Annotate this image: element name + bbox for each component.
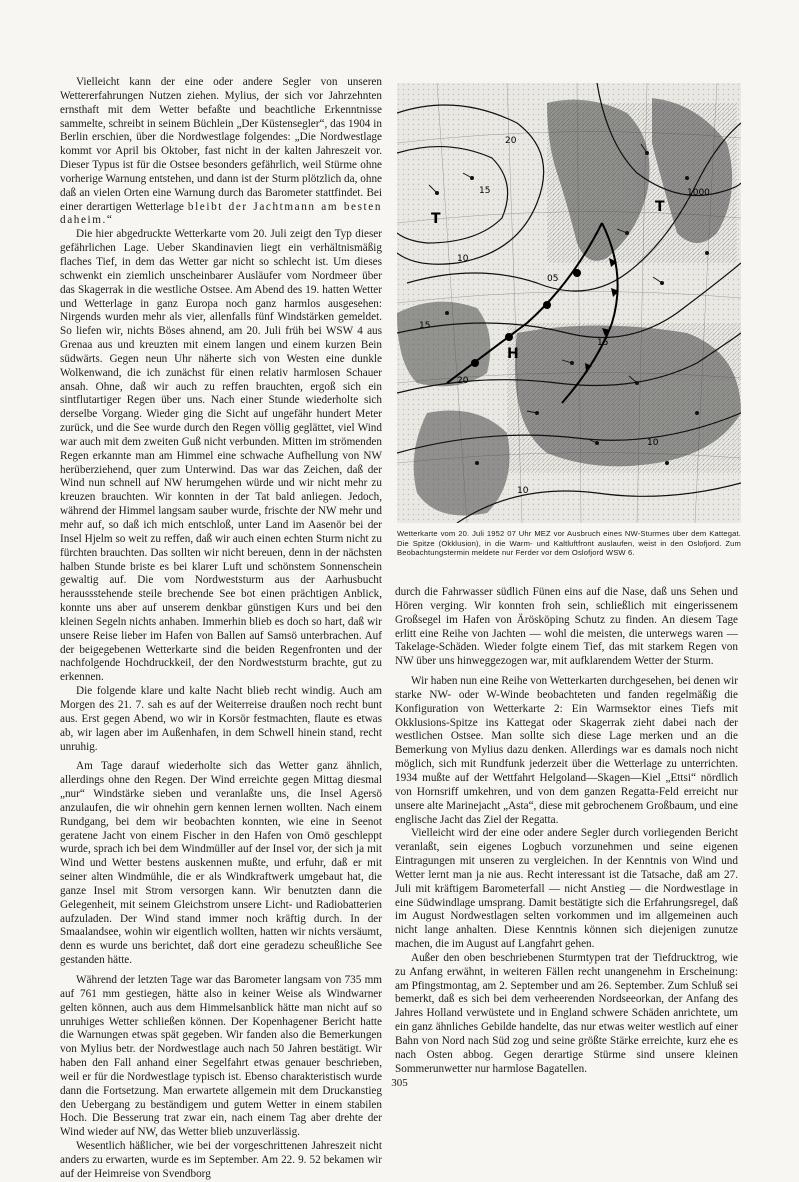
isobar-label: 10 — [647, 438, 659, 448]
svg-text:T: T — [431, 211, 441, 227]
paragraph: Die folgende klare und kalte Nacht blieb recht windig. Auch am Morgen des 21. 7. sah es auf der Weiterreise draußen noch recht bunt aus. Erst gegen Abend, wo wir in Korsör festmachten, flaute es etwas ab, wir lagen aber im Außenhafen, in dem Schwell hinein stand, recht unruhig. — [60, 685, 382, 753]
isobar-label: 20 — [505, 136, 517, 146]
isobar-label: 20 — [457, 376, 469, 386]
svg-text:T: T — [655, 199, 665, 215]
isobar-label: 15 — [479, 186, 491, 196]
article-left-column — [60, 76, 382, 1182]
paragraph: Wir haben nun eine Reihe von Wetterkarten durchgesehen, bei denen wir starke NW- oder W-Winde beobachteten und fanden regelmäßig die Konfiguration von Wetterkarte 2: Ein Warmsektor eines Tiefs mit Okklusions-Spitze ins Kattegat oder Skagerrak zieht dabei nach der westlichen Ostsee. Man sollte sich diese Lage merken und an die Bemerkung von Mylius dazu denken. Allerdings war es damals noch nicht möglich, sich mit Rundfunk jederzeit über die Wetterlage zu unterrichten. 1934 mußte auf der Wettfahrt Helgoland—Skagen—Kiel „Ettsi“ nördlich von Hornsriff umkehren, und von dem ganzen Regatta-Feld erreicht nur unsere alte Marinejacht „Asta“, diese mit gebrochenem Großbaum, und eine englische Jacht das Ziel der Regatta. — [395, 675, 738, 826]
weather-map-image — [397, 83, 741, 523]
page-number: 305 — [391, 1077, 408, 1089]
isobar-label: 10 — [457, 254, 469, 264]
isobar-label: 15 — [419, 321, 431, 331]
paragraph: durch die Fahrwasser südlich Fünen eins auf die Nase, daß uns Sehen und Hören verging. Wir konnten froh sein, schließlich mit eingerissenem Großsegel im Hafen von Ärösköping Schutz zu finden. An diesem Tage erlitt eine Reihe von Jachten — wohl die meisten, die unterwegs waren — Takelage-Schäden. Wieder folgte einem Tief, das mit starkem Regen von NW über uns hinweggezogen war, mit aufklarendem Wetter der Sturm. — [395, 586, 738, 668]
svg-text:H: H — [507, 346, 519, 362]
paragraph: Am Tage darauf wiederholte sich das Wetter ganz ähnlich, allerdings ohne den Regen. Der Wind erreichte gegen Mittag diesmal „nur“ Windstärke sieben und veranlaßte uns, die Insel Agersö anzulaufen, die wir ohnehin gern kennen lernen wollten. Nach einem Rundgang, bei dem wir beobachten konnten, wie eine in Seenot geratene Jacht von einem Fischer in den Hafen von Omö geschleppt wurde, sprach ich bei dem Windmüller auf der Insel vor, der sich ja mit Wind und Wetter bestens auskennen mußte, und erfuhr, daß er mit seiner alten Windmühle, die er als Windkraftwerk umgebaut hat, die ganze Insel mit Strom versorgen kann. Wir benutzten dann die Gelegenheit, mit seinem Gleichstrom unsere Licht- und Radiobatterien aufzuladen. Der Wind stand immer noch kräftig durch. In der Smaalandsee, wohin wir eigentlich wollten, hatten wir nichts versäumt, denn es wurde uns berichtet, daß dort eine geradezu scheußliche See gestanden hätte. — [60, 760, 382, 967]
paragraph: Während der letzten Tage war das Barometer langsam von 735 mm auf 761 mm gestiegen, hätte also in keiner Weise als Windwarner gelten können, auch aus dem Himmelsanblick hätte man nicht auf so unruhiges Wetter schließen können. Der Kopenhagener Bericht hatte die Warnungen etwas spät gegeben. Wir fanden also die Bemerkungen von Mylius betr. der Nordwestlage auch nach 50 Jahren bestätigt. Wir haben den Fall anhand einer Segelfahrt etwas genauer beschrieben, weil er für die Nordwestlage typisch ist. Ebenso charakteristisch wurde dann die Fortsetzung. Man erwartete allgemein mit dem Druckanstieg den Uebergang zu beständigem und gutem Wetter in einem stabilen Hoch. Die Besserung trat zwar ein, nach einem Tag aber drehte der Wind wieder auf NW, das Wetter blieb unzuverlässig. — [60, 974, 382, 1139]
isobar-label: 15 — [597, 338, 609, 348]
isobar-label: 10 — [517, 486, 529, 496]
isobar-label: 05 — [547, 274, 559, 284]
article-right-column — [395, 586, 738, 1077]
weather-map-figure — [397, 83, 741, 523]
spaced-quote: bleibt der Jachtmann am besten daheim.“ — [60, 200, 383, 227]
paragraph — [60, 76, 382, 228]
figure-caption: Wetterkarte vom 20. Juli 1952 07 Uhr MEZ vor Ausbruch eines NW-Sturmes über dem Kattegat. Die Spitze (Okklusion), in die Warm- und Kaltluftfront auslaufen, weist in den Oslofjord. Zum Beobachtungstermin meldete nur Ferder vor dem Oslofjord WSW 6. — [397, 529, 741, 558]
paragraph: Wesentlich häßlicher, wie bei der vorgeschrittenen Jahreszeit nicht anders zu erwarten, wurde es im September. Am 22. 9. 52 bekamen wir auf der Heimreise von Svendborg — [60, 1140, 382, 1180]
paragraph-text: Vielleicht kann der eine oder andere Segler von unseren Wettererfahrungen Nutzen ziehen. Mylius, der sich vor Jahrzehnten ernsthaft mit dem Wetter befaßte und beachtliche Erkenntnisse sammelte, schreibt in seinem Büchlein „Der Küstensegler“, das 1904 in Berlin erschien, über die Nordwestlage folgendes: „Die Nordwestlage kommt vor April bis Oktober, fast nicht in der kalten Jahreszeit vor. Dieser Typus ist für die Ostsee besonders gefährlich, weil Stürme ohne vorherige Warnung entstehen, und dann ist der Sturm plötzlich da, ohne daß an vielen Orten eine Warnung durch das Barometer stattfindet. Bei einer derartigen Wetterlage — [60, 76, 382, 213]
paragraph: Die hier abgedruckte Wetterkarte vom 20. Juli zeigt den Typ dieser gefährlichen Lage. Ueber Skandinavien liegt ein verhältnismäßig flaches Tief, in dem das Wetter gar nicht so schlecht ist. Um dieses schwenkt ein ziemlich unscheinbarer Ausläufer vom Nordmeer über das Skagerrak in die westliche Ostsee. Am Abend des 19. hatten Wetter und Wetterlage in ganz Europa noch ganz harmlos ausgesehen: Nirgends wurden mehr als vier, allenfalls fünf Windstärken gemeldet. So liefen wir, nichts Böses ahnend, am 20. Juli früh bei WSW 4 aus Grenaa aus und kreuzten mit einem langen und einem kurzen Bein südwärts. Gegen neun Uhr näherte sich von Westen eine dunkle Wolkenwand, die ich zunächst für einen relativ harmlosen Schauer ansah. Ohne, daß wir auch zu reffen brauchten, ergoß sich ein sintflutartiger Regen über uns. Nach einer Stunde wiederholte sich derselbe Vorgang. Wieder ging die Sicht auf ungefähr hundert Meter zurück, und die See wurde durch den Regen völlig geglättet, viel Wind war auch mit dem zweiten Guß nicht verbunden. Mitten im strömenden Regen erkannte man am Himmel eine schwache Aufhellung von NW herüberziehend, quer zum Unterwind. Das war das Zeichen, daß der Wind nun schnell auf NW herumgehen würde und wir nicht mehr zu kreuzen brauchten. Wir konnten in der Tat bald anliegen. Jedoch, während der Himmel langsam sauber wurde, frischte der NW mehr und mehr auf, so daß ich mich entschloß, unter Land im Aasenör bei der Insel Hjelm so weit zu reffen, daß wir auch einen echten Sturm nicht zu fürchten brauchten. Das sollten wir nicht bereuen, denn in der nächsten halben Stunde briste es bei klarer Luft und schönstem Sonnenschein gewaltig auf. Die vom Nordweststurm aus der Aarhusbucht heraussstehende steile brechende See bot einen prächtigen Anblick, konnte uns aber auf unserem denkbar günstigen Kurs und bei den kleinen Segeln nichts anhaben. Immerhin blieb es doch so hart, daß wir unsere Reise lieber im Hafen von Ballen auf Samsö unterbrachen. Auf der beigegebenen Wetterkarte sind die beiden Regenfronten und der nachfolgende Hochdruckkeil, der den Nordweststurm brachte, gut zu erkennen. — [60, 228, 382, 684]
isobar-label: 1000 — [687, 188, 710, 198]
paragraph: Vielleicht wird der eine oder andere Segler durch vorliegenden Bericht veranlaßt, sein eigenes Logbuch vorzunehmen und seine eigenen Eintragungen mit unseren zu vergleichen. In der Kenntnis von Wind und Wetter lernt man ja nie aus. Recht interessant ist die Tatsache, daß am 27. Juli mit kräftigem Barometerfall — nicht Anstieg — die Nordwestlage in eine Südwindlage umsprang. Damit bestätigte sich die Erfahrungsregel, daß im August Nordwestlagen selten vorkommen und im allgemeinen auch nicht lange anhalten. Diese Kenntnis können sich diejenigen zunutze machen, die im August auf Langfahrt gehen. — [395, 827, 738, 951]
paragraph: Außer den oben beschriebenen Sturmtypen trat der Tiefdrucktrog, wie zu Anfang erwähnt, in weiteren Fällen recht unangenehm in Erscheinung: am Pfingstmontag, am 2. September und am 26. September. Zum Schluß sei bemerkt, daß es sich bei dem verheerenden Nordseeorkan, der Anfang des Jahres Holland verwüstete und in England schwere Schäden anrichtete, um ein ganz ähnliches Gebilde handelte, das nur etwas weiter westlich auf einer Bahn von Nord nach Süd zog und seine größte Stärke erreichte, kurz ehe es nach Osten abbog. Gegen derartige Stürme sind unsere kleinen Sommerunwetter nur harmlose Bagatellen. — [395, 951, 738, 1075]
